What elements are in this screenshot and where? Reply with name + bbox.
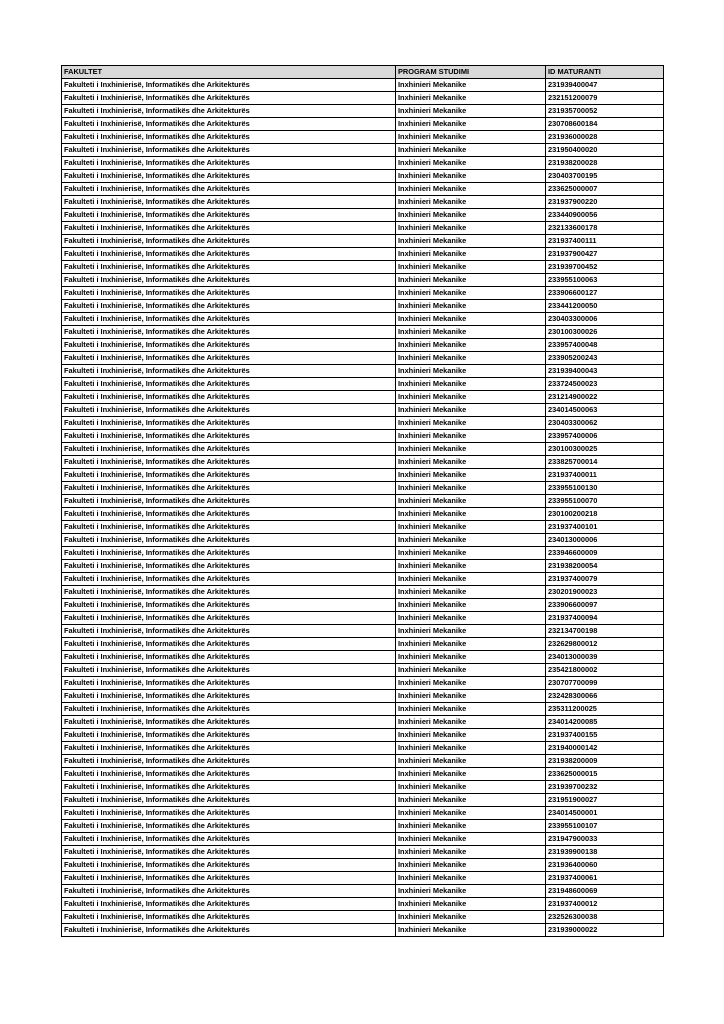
faculty-cell: Fakulteti i Inxhinierisë, Informatikës dhe Arkitekturës <box>62 755 396 768</box>
program-cell: Inxhinieri Mekanike <box>396 807 546 820</box>
faculty-cell: Fakulteti i Inxhinierisë, Informatikës dhe Arkitekturës <box>62 222 396 235</box>
faculty-cell: Fakulteti i Inxhinierisë, Informatikës dhe Arkitekturës <box>62 417 396 430</box>
program-cell: Inxhinieri Mekanike <box>396 222 546 235</box>
program-cell: Inxhinieri Mekanike <box>396 248 546 261</box>
faculty-cell: Fakulteti i Inxhinierisë, Informatikës dhe Arkitekturës <box>62 196 396 209</box>
program-cell: Inxhinieri Mekanike <box>396 534 546 547</box>
id-cell: 234014200085 <box>546 716 664 729</box>
faculty-cell: Fakulteti i Inxhinierisë, Informatikës dhe Arkitekturës <box>62 677 396 690</box>
program-cell: Inxhinieri Mekanike <box>396 443 546 456</box>
program-cell: Inxhinieri Mekanike <box>396 469 546 482</box>
program-cell: Inxhinieri Mekanike <box>396 781 546 794</box>
id-cell: 233441200050 <box>546 300 664 313</box>
faculty-cell: Fakulteti i Inxhinierisë, Informatikës dhe Arkitekturës <box>62 859 396 872</box>
table-row <box>62 534 664 547</box>
faculty-cell: Fakulteti i Inxhinierisë, Informatikës dhe Arkitekturës <box>62 92 396 105</box>
program-cell: Inxhinieri Mekanike <box>396 742 546 755</box>
id-cell: 235311200025 <box>546 703 664 716</box>
table-row <box>62 209 664 222</box>
program-cell: Inxhinieri Mekanike <box>396 456 546 469</box>
program-cell: Inxhinieri Mekanike <box>396 365 546 378</box>
id-cell: 232526300038 <box>546 911 664 924</box>
table-row <box>62 170 664 183</box>
id-cell: 235421800002 <box>546 664 664 677</box>
table-row <box>62 391 664 404</box>
faculty-cell: Fakulteti i Inxhinierisë, Informatikës dhe Arkitekturës <box>62 430 396 443</box>
id-cell: 233955100130 <box>546 482 664 495</box>
table-row <box>62 677 664 690</box>
table-row <box>62 885 664 898</box>
table-row <box>62 898 664 911</box>
id-cell: 230100200218 <box>546 508 664 521</box>
id-cell: 231935700052 <box>546 105 664 118</box>
table-row <box>62 131 664 144</box>
faculty-cell: Fakulteti i Inxhinierisë, Informatikës dhe Arkitekturës <box>62 365 396 378</box>
faculty-cell: Fakulteti i Inxhinierisë, Informatikës dhe Arkitekturës <box>62 469 396 482</box>
id-cell: 231937900427 <box>546 248 664 261</box>
program-cell: Inxhinieri Mekanike <box>396 352 546 365</box>
table-row <box>62 547 664 560</box>
program-cell: Inxhinieri Mekanike <box>396 911 546 924</box>
program-cell: Inxhinieri Mekanike <box>396 560 546 573</box>
program-cell: Inxhinieri Mekanike <box>396 703 546 716</box>
header-program-studimi: PROGRAM STUDIMI <box>396 66 546 79</box>
table-row <box>62 274 664 287</box>
program-cell: Inxhinieri Mekanike <box>396 599 546 612</box>
table-row <box>62 495 664 508</box>
program-cell: Inxhinieri Mekanike <box>396 625 546 638</box>
table-row <box>62 560 664 573</box>
id-cell: 231939400043 <box>546 365 664 378</box>
table-row <box>62 573 664 586</box>
faculty-cell: Fakulteti i Inxhinierisë, Informatikës dhe Arkitekturës <box>62 209 396 222</box>
id-cell: 231938200009 <box>546 755 664 768</box>
id-cell: 231937400111 <box>546 235 664 248</box>
table-row <box>62 326 664 339</box>
id-cell: 234013000039 <box>546 651 664 664</box>
id-cell: 233905200243 <box>546 352 664 365</box>
table-row <box>62 404 664 417</box>
faculty-cell: Fakulteti i Inxhinierisë, Informatikës dhe Arkitekturës <box>62 521 396 534</box>
id-cell: 234014500063 <box>546 404 664 417</box>
program-cell: Inxhinieri Mekanike <box>396 885 546 898</box>
id-cell: 231948600069 <box>546 885 664 898</box>
program-cell: Inxhinieri Mekanike <box>396 833 546 846</box>
program-cell: Inxhinieri Mekanike <box>396 378 546 391</box>
table-row <box>62 755 664 768</box>
table-row <box>62 690 664 703</box>
table-row <box>62 456 664 469</box>
table-row <box>62 651 664 664</box>
program-cell: Inxhinieri Mekanike <box>396 92 546 105</box>
table-row <box>62 612 664 625</box>
faculty-cell: Fakulteti i Inxhinierisë, Informatikës dhe Arkitekturës <box>62 391 396 404</box>
id-cell: 230707700099 <box>546 677 664 690</box>
faculty-cell: Fakulteti i Inxhinierisë, Informatikës dhe Arkitekturës <box>62 924 396 937</box>
faculty-cell: Fakulteti i Inxhinierisë, Informatikës dhe Arkitekturës <box>62 456 396 469</box>
id-cell: 233957400006 <box>546 430 664 443</box>
table-row <box>62 872 664 885</box>
table-row <box>62 482 664 495</box>
program-cell: Inxhinieri Mekanike <box>396 794 546 807</box>
program-cell: Inxhinieri Mekanike <box>396 651 546 664</box>
table-row <box>62 365 664 378</box>
program-cell: Inxhinieri Mekanike <box>396 391 546 404</box>
table-row <box>62 859 664 872</box>
table-row <box>62 339 664 352</box>
id-cell: 231939700232 <box>546 781 664 794</box>
faculty-cell: Fakulteti i Inxhinierisë, Informatikës dhe Arkitekturës <box>62 118 396 131</box>
id-cell: 234014500001 <box>546 807 664 820</box>
table-row <box>62 417 664 430</box>
table-row <box>62 105 664 118</box>
program-cell: Inxhinieri Mekanike <box>396 482 546 495</box>
id-cell: 231936400060 <box>546 859 664 872</box>
faculty-cell: Fakulteti i Inxhinierisë, Informatikës dhe Arkitekturës <box>62 781 396 794</box>
table-row <box>62 716 664 729</box>
program-cell: Inxhinieri Mekanike <box>396 872 546 885</box>
faculty-cell: Fakulteti i Inxhinierisë, Informatikës dhe Arkitekturës <box>62 495 396 508</box>
table-row <box>62 924 664 937</box>
id-cell: 231937400101 <box>546 521 664 534</box>
id-cell: 231937400094 <box>546 612 664 625</box>
id-cell: 233906600127 <box>546 287 664 300</box>
table-row <box>62 118 664 131</box>
table-row <box>62 586 664 599</box>
id-cell: 232133600178 <box>546 222 664 235</box>
table-row <box>62 92 664 105</box>
data-table <box>61 65 664 937</box>
table-row <box>62 79 664 92</box>
table-row <box>62 911 664 924</box>
faculty-cell: Fakulteti i Inxhinierisë, Informatikës dhe Arkitekturës <box>62 443 396 456</box>
id-cell: 231937400079 <box>546 573 664 586</box>
faculty-cell: Fakulteti i Inxhinierisë, Informatikës dhe Arkitekturës <box>62 235 396 248</box>
program-cell: Inxhinieri Mekanike <box>396 313 546 326</box>
id-cell: 233957400048 <box>546 339 664 352</box>
program-cell: Inxhinieri Mekanike <box>396 118 546 131</box>
faculty-cell: Fakulteti i Inxhinierisë, Informatikës dhe Arkitekturës <box>62 638 396 651</box>
faculty-cell: Fakulteti i Inxhinierisë, Informatikës dhe Arkitekturës <box>62 846 396 859</box>
id-cell: 231947900033 <box>546 833 664 846</box>
id-cell: 233625000007 <box>546 183 664 196</box>
table-row <box>62 196 664 209</box>
table-row <box>62 508 664 521</box>
faculty-cell: Fakulteti i Inxhinierisë, Informatikës dhe Arkitekturës <box>62 625 396 638</box>
faculty-cell: Fakulteti i Inxhinierisë, Informatikës dhe Arkitekturës <box>62 612 396 625</box>
id-cell: 230708600184 <box>546 118 664 131</box>
program-cell: Inxhinieri Mekanike <box>396 586 546 599</box>
id-cell: 231950400020 <box>546 144 664 157</box>
faculty-cell: Fakulteti i Inxhinierisë, Informatikës dhe Arkitekturës <box>62 326 396 339</box>
program-cell: Inxhinieri Mekanike <box>396 924 546 937</box>
program-cell: Inxhinieri Mekanike <box>396 105 546 118</box>
table-row <box>62 820 664 833</box>
program-cell: Inxhinieri Mekanike <box>396 690 546 703</box>
table-row <box>62 781 664 794</box>
faculty-cell: Fakulteti i Inxhinierisë, Informatikës dhe Arkitekturës <box>62 703 396 716</box>
faculty-cell: Fakulteti i Inxhinierisë, Informatikës dhe Arkitekturës <box>62 287 396 300</box>
table-row <box>62 729 664 742</box>
id-cell: 231936000028 <box>546 131 664 144</box>
faculty-cell: Fakulteti i Inxhinierisë, Informatikës dhe Arkitekturës <box>62 651 396 664</box>
faculty-cell: Fakulteti i Inxhinierisë, Informatikës dhe Arkitekturës <box>62 183 396 196</box>
program-cell: Inxhinieri Mekanike <box>396 417 546 430</box>
faculty-cell: Fakulteti i Inxhinierisë, Informatikës dhe Arkitekturës <box>62 144 396 157</box>
id-cell: 230100300025 <box>546 443 664 456</box>
id-cell: 233955100107 <box>546 820 664 833</box>
id-cell: 231938200054 <box>546 560 664 573</box>
faculty-cell: Fakulteti i Inxhinierisë, Informatikës dhe Arkitekturës <box>62 742 396 755</box>
table-row <box>62 222 664 235</box>
faculty-cell: Fakulteti i Inxhinierisë, Informatikës dhe Arkitekturës <box>62 300 396 313</box>
table-row <box>62 443 664 456</box>
faculty-cell: Fakulteti i Inxhinierisë, Informatikës dhe Arkitekturës <box>62 573 396 586</box>
faculty-cell: Fakulteti i Inxhinierisë, Informatikës dhe Arkitekturës <box>62 131 396 144</box>
program-cell: Inxhinieri Mekanike <box>396 235 546 248</box>
program-cell: Inxhinieri Mekanike <box>396 131 546 144</box>
faculty-cell: Fakulteti i Inxhinierisë, Informatikës dhe Arkitekturës <box>62 170 396 183</box>
table-row <box>62 248 664 261</box>
id-cell: 230403300006 <box>546 313 664 326</box>
faculty-cell: Fakulteti i Inxhinierisë, Informatikës dhe Arkitekturës <box>62 898 396 911</box>
program-cell: Inxhinieri Mekanike <box>396 300 546 313</box>
program-cell: Inxhinieri Mekanike <box>396 716 546 729</box>
faculty-cell: Fakulteti i Inxhinierisë, Informatikës dhe Arkitekturës <box>62 508 396 521</box>
program-cell: Inxhinieri Mekanike <box>396 573 546 586</box>
program-cell: Inxhinieri Mekanike <box>396 287 546 300</box>
id-cell: 230201900023 <box>546 586 664 599</box>
table-row <box>62 638 664 651</box>
table-row <box>62 664 664 677</box>
faculty-cell: Fakulteti i Inxhinierisë, Informatikës dhe Arkitekturës <box>62 794 396 807</box>
program-cell: Inxhinieri Mekanike <box>396 859 546 872</box>
header-id-maturanti: ID MATURANTI <box>546 66 664 79</box>
id-cell: 231939700452 <box>546 261 664 274</box>
id-cell: 231938200028 <box>546 157 664 170</box>
header-row <box>62 66 664 79</box>
id-cell: 232428300066 <box>546 690 664 703</box>
faculty-cell: Fakulteti i Inxhinierisë, Informatikës dhe Arkitekturës <box>62 729 396 742</box>
program-cell: Inxhinieri Mekanike <box>396 846 546 859</box>
faculty-cell: Fakulteti i Inxhinierisë, Informatikës dhe Arkitekturës <box>62 352 396 365</box>
faculty-cell: Fakulteti i Inxhinierisë, Informatikës dhe Arkitekturës <box>62 534 396 547</box>
faculty-cell: Fakulteti i Inxhinierisë, Informatikës dhe Arkitekturës <box>62 404 396 417</box>
id-cell: 234013000006 <box>546 534 664 547</box>
id-cell: 231940000142 <box>546 742 664 755</box>
id-cell: 231937400011 <box>546 469 664 482</box>
id-cell: 232134700198 <box>546 625 664 638</box>
faculty-cell: Fakulteti i Inxhinierisë, Informatikës dhe Arkitekturës <box>62 105 396 118</box>
program-cell: Inxhinieri Mekanike <box>396 638 546 651</box>
table-row <box>62 599 664 612</box>
program-cell: Inxhinieri Mekanike <box>396 664 546 677</box>
faculty-cell: Fakulteti i Inxhinierisë, Informatikës dhe Arkitekturës <box>62 339 396 352</box>
table-row <box>62 625 664 638</box>
id-cell: 233625000015 <box>546 768 664 781</box>
program-cell: Inxhinieri Mekanike <box>396 820 546 833</box>
id-cell: 233724500023 <box>546 378 664 391</box>
faculty-cell: Fakulteti i Inxhinierisë, Informatikës dhe Arkitekturës <box>62 248 396 261</box>
faculty-cell: Fakulteti i Inxhinierisë, Informatikës dhe Arkitekturës <box>62 157 396 170</box>
program-cell: Inxhinieri Mekanike <box>396 196 546 209</box>
faculty-cell: Fakulteti i Inxhinierisë, Informatikës dhe Arkitekturës <box>62 586 396 599</box>
table-header <box>62 66 664 79</box>
id-cell: 233906600097 <box>546 599 664 612</box>
program-cell: Inxhinieri Mekanike <box>396 183 546 196</box>
id-cell: 232151200079 <box>546 92 664 105</box>
program-cell: Inxhinieri Mekanike <box>396 209 546 222</box>
table-row <box>62 313 664 326</box>
id-cell: 231939000022 <box>546 924 664 937</box>
program-cell: Inxhinieri Mekanike <box>396 404 546 417</box>
faculty-cell: Fakulteti i Inxhinierisë, Informatikës dhe Arkitekturës <box>62 768 396 781</box>
program-cell: Inxhinieri Mekanike <box>396 326 546 339</box>
table-row <box>62 521 664 534</box>
id-cell: 231939900138 <box>546 846 664 859</box>
id-cell: 231939400047 <box>546 79 664 92</box>
faculty-cell: Fakulteti i Inxhinierisë, Informatikës dhe Arkitekturës <box>62 885 396 898</box>
faculty-cell: Fakulteti i Inxhinierisë, Informatikës dhe Arkitekturës <box>62 690 396 703</box>
id-cell: 231937400155 <box>546 729 664 742</box>
table-row <box>62 794 664 807</box>
table-row <box>62 768 664 781</box>
table-row <box>62 378 664 391</box>
header-fakultet: FAKULTET <box>62 66 396 79</box>
id-cell: 233955100063 <box>546 274 664 287</box>
faculty-cell: Fakulteti i Inxhinierisë, Informatikës dhe Arkitekturës <box>62 274 396 287</box>
id-cell: 231951900027 <box>546 794 664 807</box>
faculty-cell: Fakulteti i Inxhinierisë, Informatikës dhe Arkitekturës <box>62 261 396 274</box>
faculty-cell: Fakulteti i Inxhinierisë, Informatikës dhe Arkitekturës <box>62 911 396 924</box>
id-cell: 231214900022 <box>546 391 664 404</box>
table-row <box>62 742 664 755</box>
table-row <box>62 235 664 248</box>
table-row <box>62 261 664 274</box>
program-cell: Inxhinieri Mekanike <box>396 729 546 742</box>
faculty-cell: Fakulteti i Inxhinierisë, Informatikës dhe Arkitekturës <box>62 482 396 495</box>
program-cell: Inxhinieri Mekanike <box>396 79 546 92</box>
table-body <box>62 79 664 937</box>
program-cell: Inxhinieri Mekanike <box>396 170 546 183</box>
program-cell: Inxhinieri Mekanike <box>396 157 546 170</box>
id-cell: 231937400012 <box>546 898 664 911</box>
id-cell: 231937400061 <box>546 872 664 885</box>
table-row <box>62 469 664 482</box>
faculty-cell: Fakulteti i Inxhinierisë, Informatikës dhe Arkitekturës <box>62 664 396 677</box>
id-cell: 232629800012 <box>546 638 664 651</box>
program-cell: Inxhinieri Mekanike <box>396 495 546 508</box>
id-cell: 230403300062 <box>546 417 664 430</box>
id-cell: 233825700014 <box>546 456 664 469</box>
program-cell: Inxhinieri Mekanike <box>396 339 546 352</box>
table-row <box>62 287 664 300</box>
table-row <box>62 807 664 820</box>
program-cell: Inxhinieri Mekanike <box>396 508 546 521</box>
program-cell: Inxhinieri Mekanike <box>396 274 546 287</box>
table-row <box>62 144 664 157</box>
faculty-cell: Fakulteti i Inxhinierisë, Informatikës dhe Arkitekturës <box>62 547 396 560</box>
faculty-cell: Fakulteti i Inxhinierisë, Informatikës dhe Arkitekturës <box>62 833 396 846</box>
program-cell: Inxhinieri Mekanike <box>396 521 546 534</box>
program-cell: Inxhinieri Mekanike <box>396 144 546 157</box>
table-row <box>62 846 664 859</box>
id-cell: 233946600009 <box>546 547 664 560</box>
id-cell: 233955100070 <box>546 495 664 508</box>
faculty-cell: Fakulteti i Inxhinierisë, Informatikës dhe Arkitekturës <box>62 313 396 326</box>
program-cell: Inxhinieri Mekanike <box>396 612 546 625</box>
table-row <box>62 352 664 365</box>
table-row <box>62 703 664 716</box>
faculty-cell: Fakulteti i Inxhinierisë, Informatikës dhe Arkitekturës <box>62 807 396 820</box>
program-cell: Inxhinieri Mekanike <box>396 547 546 560</box>
faculty-cell: Fakulteti i Inxhinierisë, Informatikës dhe Arkitekturës <box>62 79 396 92</box>
program-cell: Inxhinieri Mekanike <box>396 898 546 911</box>
program-cell: Inxhinieri Mekanike <box>396 430 546 443</box>
faculty-cell: Fakulteti i Inxhinierisë, Informatikës dhe Arkitekturës <box>62 560 396 573</box>
table-row <box>62 430 664 443</box>
table-row <box>62 183 664 196</box>
id-cell: 231937900220 <box>546 196 664 209</box>
program-cell: Inxhinieri Mekanike <box>396 261 546 274</box>
id-cell: 230403700195 <box>546 170 664 183</box>
id-cell: 230100300026 <box>546 326 664 339</box>
faculty-cell: Fakulteti i Inxhinierisë, Informatikës dhe Arkitekturës <box>62 599 396 612</box>
table-row <box>62 157 664 170</box>
id-cell: 233440900056 <box>546 209 664 222</box>
table-row <box>62 833 664 846</box>
faculty-cell: Fakulteti i Inxhinierisë, Informatikës dhe Arkitekturës <box>62 378 396 391</box>
table-row <box>62 300 664 313</box>
program-cell: Inxhinieri Mekanike <box>396 755 546 768</box>
faculty-cell: Fakulteti i Inxhinierisë, Informatikës dhe Arkitekturës <box>62 820 396 833</box>
faculty-cell: Fakulteti i Inxhinierisë, Informatikës dhe Arkitekturës <box>62 872 396 885</box>
program-cell: Inxhinieri Mekanike <box>396 768 546 781</box>
program-cell: Inxhinieri Mekanike <box>396 677 546 690</box>
faculty-cell: Fakulteti i Inxhinierisë, Informatikës dhe Arkitekturës <box>62 716 396 729</box>
